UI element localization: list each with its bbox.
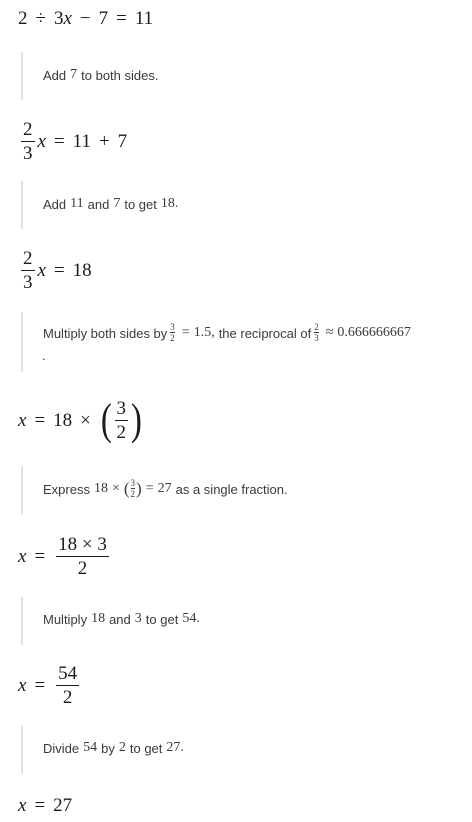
denominator: 2	[56, 685, 79, 707]
plus-symbol: +	[98, 131, 110, 152]
equation-step-4	[18, 535, 112, 578]
equals-symbol: =	[53, 260, 65, 281]
note-text: Add	[43, 196, 67, 212]
variable: x	[63, 8, 72, 29]
note-text: Express	[43, 481, 90, 497]
equals-symbol: =	[34, 795, 46, 816]
numerator: 54	[58, 663, 78, 684]
variable: x	[18, 546, 27, 567]
right-paren: )	[130, 395, 142, 444]
left-paren: (	[100, 395, 112, 444]
note-text: Divide	[43, 740, 80, 756]
note-text: the reciprocal of	[218, 325, 312, 341]
note-math: =	[145, 481, 154, 496]
note-math: .	[180, 740, 184, 755]
note-math: 7	[113, 196, 121, 211]
number: 18	[72, 260, 92, 281]
note-math: 27	[157, 481, 172, 496]
numerator: 18 × 3	[58, 534, 107, 555]
note-math: 3	[134, 611, 142, 626]
equation-step-2	[18, 249, 92, 292]
explanation-step-3	[21, 312, 461, 372]
equation-step-5	[18, 664, 82, 707]
note-text: .	[42, 348, 46, 363]
note-text: Add	[43, 67, 67, 83]
numerator: 3	[170, 322, 175, 332]
denominator: 3	[314, 333, 319, 343]
note-text: and	[109, 611, 131, 627]
times-symbol: ×	[80, 409, 91, 431]
note-math: =	[181, 325, 190, 340]
equals-symbol: =	[34, 409, 46, 431]
equation-step-6	[18, 796, 72, 815]
note-text: to both sides.	[81, 67, 159, 83]
note-text: Multiply	[43, 611, 88, 627]
variable: x	[18, 795, 27, 816]
note-math: 0.666666667	[337, 325, 411, 340]
note-math: 27	[166, 740, 181, 755]
note-math: .	[174, 196, 179, 211]
note-math: 7	[70, 67, 78, 82]
equals-symbol: =	[116, 8, 127, 29]
numerator: 3	[116, 397, 127, 419]
note-math: ×	[111, 481, 120, 496]
explanation-step-6	[21, 726, 461, 774]
number: 7	[117, 131, 128, 152]
number: 7	[98, 8, 109, 29]
equation-step-0	[18, 9, 153, 28]
minus-symbol: −	[79, 8, 91, 29]
variable: x	[18, 675, 27, 696]
variable: x	[37, 131, 46, 152]
note-math: 1.5,	[193, 325, 215, 340]
explanation-step-2	[21, 181, 461, 229]
number: 11	[134, 8, 154, 29]
note-math: ≈	[325, 325, 334, 340]
denominator: 2	[116, 421, 127, 443]
denominator: 2	[170, 333, 175, 343]
fraction	[56, 535, 109, 578]
numerator: 2	[23, 119, 33, 140]
explanation-step-5	[21, 597, 461, 645]
number: 11	[72, 131, 91, 152]
number: 27	[53, 795, 73, 816]
equals-symbol: =	[53, 131, 65, 152]
equation-step-1	[18, 120, 127, 163]
note-text: as a single fraction.	[175, 481, 288, 497]
equation-step-3	[18, 395, 144, 444]
number: 2	[18, 8, 28, 29]
equals-symbol: =	[34, 675, 46, 696]
note-text: to get	[145, 611, 179, 627]
variable: x	[18, 409, 27, 431]
variable: x	[37, 260, 46, 281]
note-math: .	[196, 611, 200, 626]
note-fraction	[170, 323, 175, 343]
number: 3	[53, 8, 64, 29]
note-math: 18	[91, 611, 106, 626]
number: 18	[53, 409, 73, 431]
note-math: 54	[182, 611, 197, 626]
note-text: Multiply both sides by	[43, 325, 168, 341]
note-math: 54	[83, 740, 98, 755]
right-paren: )	[136, 479, 142, 498]
denominator: 2	[56, 556, 109, 578]
numerator: 3	[130, 478, 136, 488]
fraction	[115, 399, 129, 442]
fraction	[21, 249, 35, 292]
note-text: by	[101, 740, 115, 756]
denominator: 3	[23, 143, 33, 164]
denominator: 2	[130, 489, 136, 499]
numerator: 2	[314, 322, 319, 332]
note-math: 11	[70, 196, 84, 211]
note-math: 2	[118, 740, 126, 755]
explanation-step-1	[21, 52, 461, 100]
numerator: 2	[23, 248, 33, 269]
divide-symbol: ÷	[35, 8, 46, 29]
note-fraction	[314, 323, 319, 343]
left-paren: (	[123, 479, 130, 498]
note-fraction	[131, 479, 136, 499]
fraction	[21, 120, 35, 163]
fraction	[56, 664, 79, 707]
explanation-step-4	[21, 466, 461, 514]
note-text: to get	[124, 196, 157, 212]
note-math: 18	[93, 481, 108, 496]
equals-symbol: =	[34, 546, 46, 567]
denominator: 3	[23, 272, 33, 293]
note-math: 18	[160, 196, 175, 211]
note-text: and	[87, 196, 110, 212]
note-text: to get	[129, 740, 163, 756]
